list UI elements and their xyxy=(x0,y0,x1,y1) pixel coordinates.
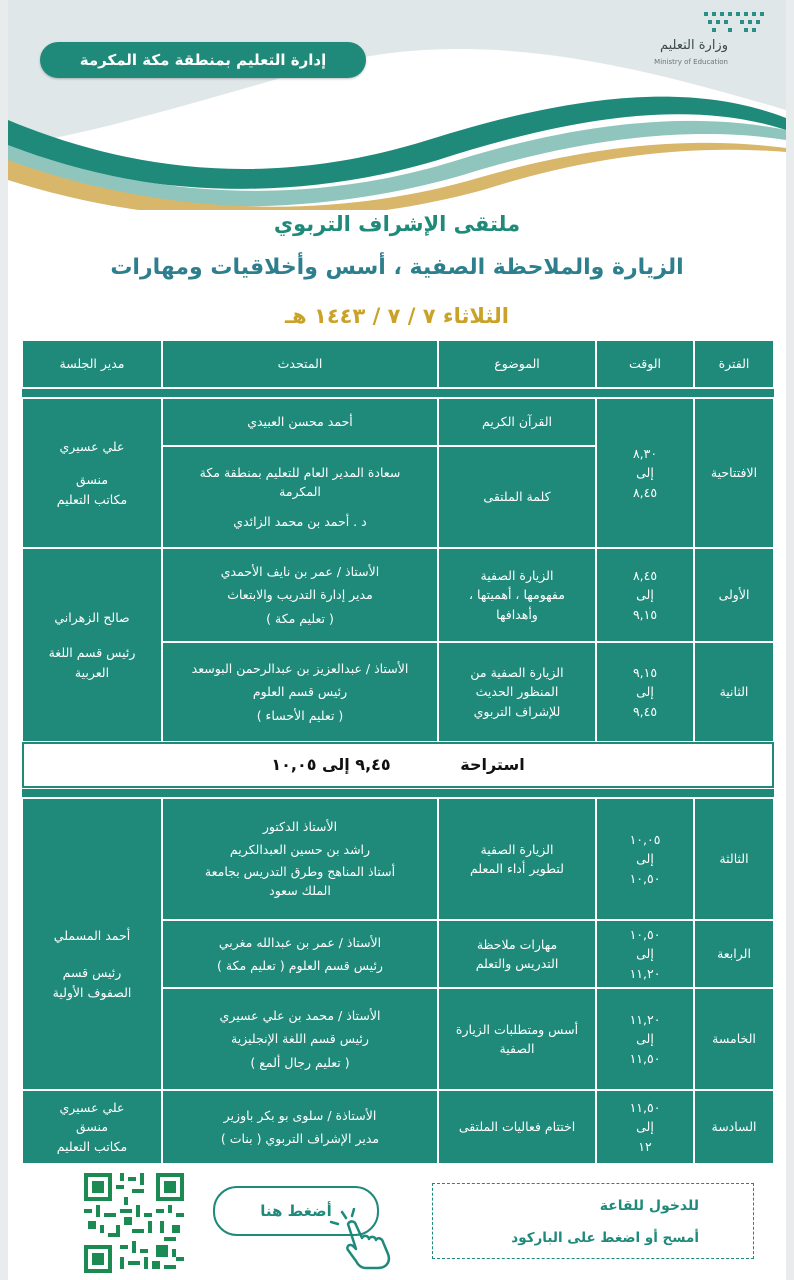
period-cell: الثانية xyxy=(694,642,774,742)
header-subject: الموضوع xyxy=(438,340,596,388)
speaker-cell: الأستاذ / محمد بن علي عسيري رئيس قسم اللغة الإنجليزية ( تعليم رجال ألمع ) xyxy=(162,988,438,1090)
table-row xyxy=(22,398,774,446)
hall-entry-box xyxy=(432,1183,754,1259)
header-speaker: المتحدث xyxy=(162,340,438,388)
time-cell: ٨,٤٥ إلى ٩,١٥ xyxy=(596,548,694,642)
time-cell: ٩,١٥ إلى ٩,٤٥ xyxy=(596,642,694,742)
period-cell: الخامسة xyxy=(694,988,774,1090)
table-row xyxy=(22,1090,774,1164)
speaker-cell: الأستاذ / عبدالعزيز بن عبدالرحمن البوسعد رئيس قسم العلوم ( تعليم الأحساء ) xyxy=(162,642,438,742)
time-cell: ٨,٣٠ إلى ٨,٤٥ xyxy=(596,398,694,548)
event-date: الثلاثاء ٧ / ٧ / ١٤٤٣ هـ xyxy=(284,304,509,328)
speaker-cell: أحمد محسن العبيدي xyxy=(162,398,438,446)
subject-cell: كلمة الملتقى xyxy=(438,446,596,548)
period-cell: السادسة xyxy=(694,1090,774,1164)
speaker-cell: الأستاذ الدكتور راشد بن حسين العبدالكريم أستاذ المناهج وطرق التدريس بجامعة الملك سعود xyxy=(162,798,438,920)
break-label: استراحة xyxy=(460,754,525,774)
header-manager: مدير الجلسة xyxy=(22,340,162,388)
ministry-logo-icon xyxy=(700,8,770,34)
scan-instruction: أمسح أو اضغط على الباركود xyxy=(511,1230,699,1246)
subject-cell: الزيارة الصفية من المنظور الحديث للإشراف التربوي xyxy=(438,642,596,742)
table-header-row xyxy=(22,340,774,388)
pointing-hand-icon xyxy=(328,1208,396,1270)
speaker-cell: الأستاذ / عمر بن نايف الأحمدي مدير إدارة التدريب والابتعاث ( تعليم مكة ) xyxy=(162,548,438,642)
table-row xyxy=(22,548,774,642)
subject-cell: مهارات ملاحظة التدريس والتعلم xyxy=(438,920,596,988)
table-row xyxy=(22,798,774,920)
time-cell: ١٠,٠٥ إلى ١٠,٥٠ xyxy=(596,798,694,920)
manager-cell: صالح الزهراني رئيس قسم اللغة العربية xyxy=(22,548,162,742)
department-badge: إدارة التعليم بمنطقة مكة المكرمة xyxy=(40,42,366,78)
header-period: الفترة xyxy=(694,340,774,388)
manager-cell: علي عسيري منسق مكاتب التعليم xyxy=(22,1090,162,1164)
qr-code[interactable] xyxy=(84,1173,184,1273)
break-row xyxy=(22,742,774,788)
time-cell: ١١,٢٠ إلى ١١,٥٠ xyxy=(596,988,694,1090)
speaker-cell: سعادة المدير العام للتعليم بمنطقة مكة المكرمة د . أحمد بن محمد الزائدي xyxy=(162,446,438,548)
ministry-name-english: Ministry of Education xyxy=(654,58,728,66)
break-time: ٩,٤٥ إلى ١٠,٠٥ xyxy=(271,754,391,774)
ministry-logo xyxy=(600,8,770,68)
subject-cell: اختتام فعاليات الملتقى xyxy=(438,1090,596,1164)
time-cell: ١٠,٥٠ إلى ١١,٢٠ xyxy=(596,920,694,988)
announcement-page xyxy=(8,0,786,1280)
schedule-table xyxy=(22,340,774,1164)
time-cell: ١١,٥٠ إلى ١٢ xyxy=(596,1090,694,1164)
period-cell: الأولى xyxy=(694,548,774,642)
manager-cell: علي عسيري منسق مكاتب التعليم xyxy=(22,398,162,548)
ministry-name-arabic: وزارة التعليم xyxy=(659,38,728,53)
period-cell: الرابعة xyxy=(694,920,774,988)
period-cell: الثالثة xyxy=(694,798,774,920)
subject-cell: الزيارة الصفية لتطوير أداء المعلم xyxy=(438,798,596,920)
subject-cell: أسس ومتطلبات الزيارة الصفية xyxy=(438,988,596,1090)
speaker-cell: الأستاذ / عمر بن عبدالله مغربي رئيس قسم العلوم ( تعليم مكة ) xyxy=(162,920,438,988)
speaker-cell: الأستاذة / سلوى بو بكر باوزير مدير الإشراف التربوي ( بنات ) xyxy=(162,1090,438,1164)
header-time: الوقت xyxy=(596,340,694,388)
topic-title: الزيارة والملاحظة الصفية ، أسس وأخلاقيات ومهارات xyxy=(110,255,684,280)
subject-cell: الزيارة الصفية مفهومها ، أهميتها ، وأهدافها xyxy=(438,548,596,642)
subject-cell: القرآن الكريم xyxy=(438,398,596,446)
manager-cell: أحمد المسملي رئيس قسم الصفوف الأولية xyxy=(22,798,162,1090)
forum-title: ملتقى الإشراف التربوي xyxy=(273,212,521,236)
press-here-button[interactable]: أضغط هنا xyxy=(213,1186,379,1236)
period-cell: الافتتاحية xyxy=(694,398,774,548)
enter-hall-label: للدخول للقاعة xyxy=(599,1198,699,1214)
